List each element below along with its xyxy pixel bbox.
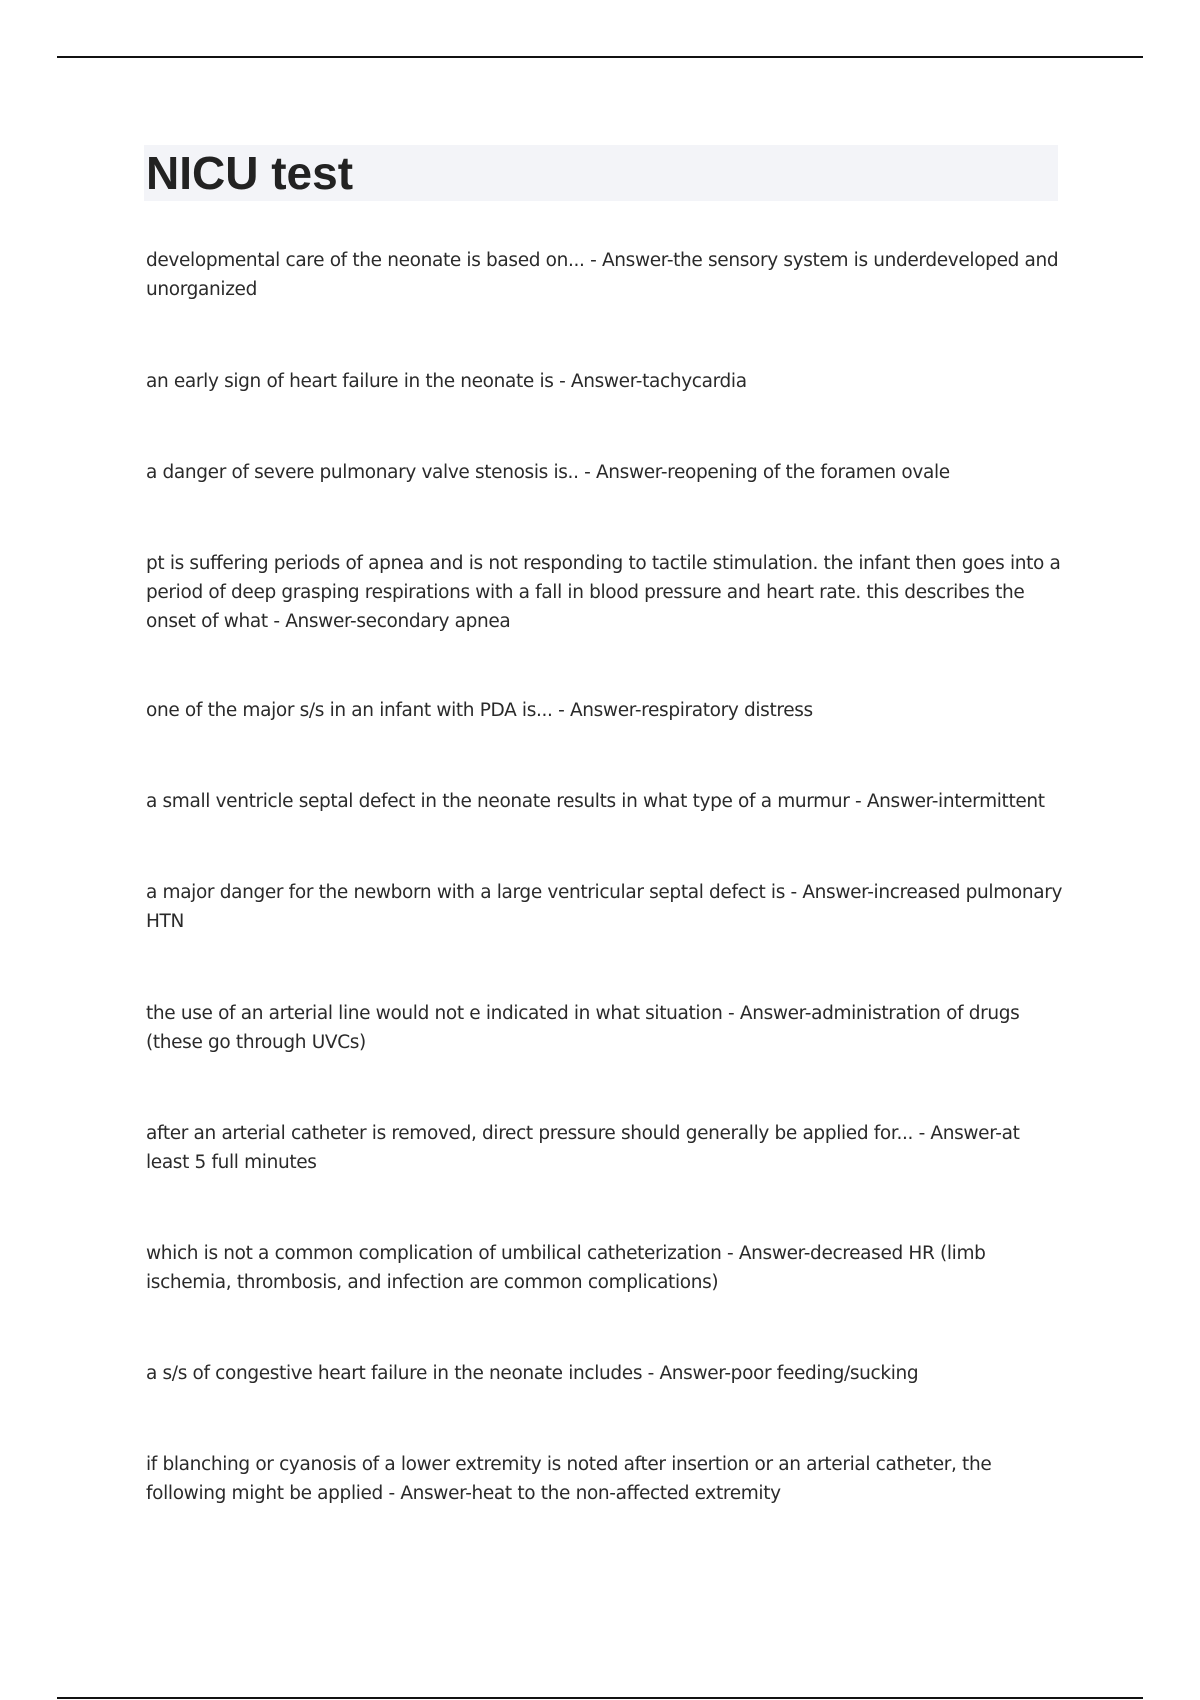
qa-item: if blanching or cyanosis of a lower extremity is noted after insertion or an arterial catheter, the following might be applied - Answer-heat to the non-affected extremity [146,1454,992,1504]
bottom-rule [57,1697,1143,1699]
qa-item: which is not a common complication of umbilical catheterization - Answer-decreased HR (limb ischemia, thrombosis, and infection are common complications) [146,1243,986,1293]
top-rule [57,56,1143,58]
qa-item: after an arterial catheter is removed, direct pressure should generally be applied for... - Answer-at least 5 full minutes [146,1123,1020,1173]
qa-item: one of the major s/s in an infant with PDA is... - Answer-respiratory distress [146,700,813,721]
qa-item: an early sign of heart failure in the neonate is - Answer-tachycardia [146,371,747,392]
qa-item: a small ventricle septal defect in the neonate results in what type of a murmur - Answer-intermittent [146,791,1045,812]
qa-item: a danger of severe pulmonary valve stenosis is.. - Answer-reopening of the foramen ovale [146,462,950,483]
qa-item: pt is suffering periods of apnea and is not responding to tactile stimulation. the infant then goes into a period of deep grasping respirations with a fall in blood pressure and heart rate. this describes the onset of what - Answer-secondary apnea [146,553,1061,632]
qa-item: the use of an arterial line would not e indicated in what situation - Answer-administration of drugs (these go through UVCs) [146,1003,1020,1053]
qa-item: developmental care of the neonate is based on... - Answer-the sensory system is underdeveloped and unorganized [146,250,1059,300]
page-title: NICU test [146,147,354,199]
qa-item: a major danger for the newborn with a large ventricular septal defect is - Answer-increased pulmonary HTN [146,882,1063,932]
qa-item: a s/s of congestive heart failure in the neonate includes - Answer-poor feeding/sucking [146,1363,919,1384]
